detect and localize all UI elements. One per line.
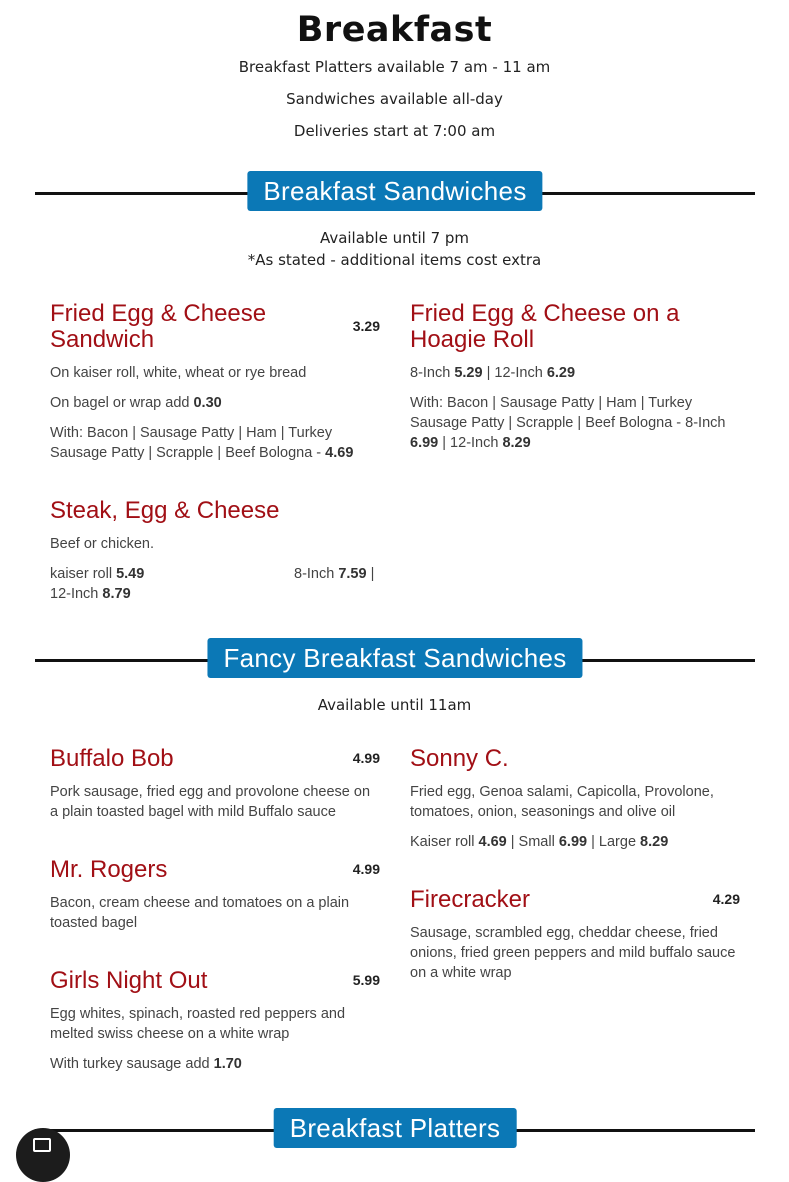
item-price: 3.29 [352,318,380,334]
size-price: 6.99 [558,834,588,850]
platter-hours: Breakfast Platters available 7 am - 11 am [238,58,551,76]
item-option [50,1054,380,1074]
menu-item-buffalo-bob [50,746,380,822]
item-description: On kaiser roll, white, wheat or rye bread [50,365,307,381]
option-label: On bagel or wrap add [50,395,190,411]
menu-icon [33,1138,51,1152]
size-label: Kaiser roll [410,834,475,850]
section-note: Available until 11am [317,696,472,714]
option-label: With: Bacon | Sausage Patty | Ham | Turkey Sausage Patty | Scrapple | Beef Bologna - [50,425,333,461]
size-label: | Large [591,834,637,850]
section-note: *As stated - additional items cost extra [247,251,542,269]
item-sizes [50,564,380,604]
option-label: | 12-Inch [442,435,499,451]
menu-item-girls-night-out [50,968,380,1074]
delivery-hours: Deliveries start at 7:00 am [293,122,496,140]
floating-menu-button[interactable] [16,1128,70,1182]
size-label: 8-Inch [410,365,451,381]
section-header-fancy-breakfast-sandwiches [35,638,755,680]
option-price: 0.30 [193,395,222,411]
option-label: With turkey sausage add [50,1056,210,1072]
option-price: 8.29 [502,435,531,451]
item-name: Firecracker [410,886,531,913]
menu-item-fried-egg-cheese-sandwich [50,301,380,463]
item-description: Sausage, scrambled egg, cheddar cheese, fried onions, fried green peppers and mild buffalo sauce on a white wrap [410,925,736,981]
section-title: Fancy Breakfast Sandwiches [207,638,582,678]
option-label: With: Bacon | Sausage Patty | Ham | Turkey Sausage Patty | Scrapple | Beef Bologna - 8-Inch [410,395,726,431]
size-price: 5.49 [116,566,145,582]
size-price: 7.59 [338,566,367,582]
size-label: kaiser roll [50,566,113,582]
item-sizes [410,832,740,852]
item-name: Buffalo Bob [50,745,174,772]
item-description: Bacon, cream cheese and tomatoes on a plain toasted bagel [50,895,350,931]
item-name: Steak, Egg & Cheese [50,497,280,524]
menu-item-fried-egg-cheese-hoagie [410,301,740,453]
menu-item-firecracker [410,887,740,983]
item-price: 4.29 [712,891,740,907]
item-description: Egg whites, spinach, roasted red peppers and melted swiss cheese on a white wrap [50,1006,346,1042]
section-title: Breakfast Platters [274,1108,517,1148]
size-group [294,564,374,584]
size-label: 8-Inch [294,566,335,582]
size-label: | 12-Inch [486,365,543,381]
sandwich-hours: Sandwiches available all-day [286,90,503,108]
menu-item-sonny-c [410,746,740,852]
size-price: 5.29 [454,365,483,381]
item-option [50,393,380,413]
item-price: 4.99 [352,861,380,877]
option-price: 1.70 [213,1056,242,1072]
item-name: Sonny C. [410,745,509,772]
item-name: Mr. Rogers [50,856,168,883]
item-description: Beef or chicken. [50,536,154,552]
item-name: Fried Egg & Cheese on a Hoagie Roll [410,300,680,353]
page-title: Breakfast [296,10,493,50]
menu-item-mr-rogers [50,857,380,933]
item-price: 5.99 [352,972,380,988]
size-price: 8.79 [102,586,131,602]
size-price: 8.29 [640,834,669,850]
section-note: Available until 7 pm [319,229,470,247]
size-price: 4.69 [478,834,507,850]
size-label: 12-Inch [50,586,99,602]
section-title: Breakfast Sandwiches [247,171,542,211]
menu-item-steak-egg-cheese [50,498,380,604]
item-sizes [410,363,740,383]
item-name: Girls Night Out [50,967,208,994]
item-description: Pork sausage, fried egg and provolone cheese on a plain toasted bagel with mild Buffalo sauce [50,784,371,820]
item-option [50,423,380,463]
item-description: Fried egg, Genoa salami, Capicolla, Provolone, tomatoes, onion, seasonings and olive oil [410,784,714,820]
item-name: Fried Egg & Cheese Sandwich [50,300,267,353]
option-price: 6.99 [410,435,439,451]
size-price: 6.29 [546,365,576,381]
item-option [410,393,740,453]
size-separator: | [370,566,375,582]
section-header-breakfast-platters [35,1108,755,1150]
item-price: 4.99 [352,750,380,766]
option-price: 4.69 [325,445,354,461]
section-header-breakfast-sandwiches [35,171,755,213]
size-label: | Small [510,834,555,850]
